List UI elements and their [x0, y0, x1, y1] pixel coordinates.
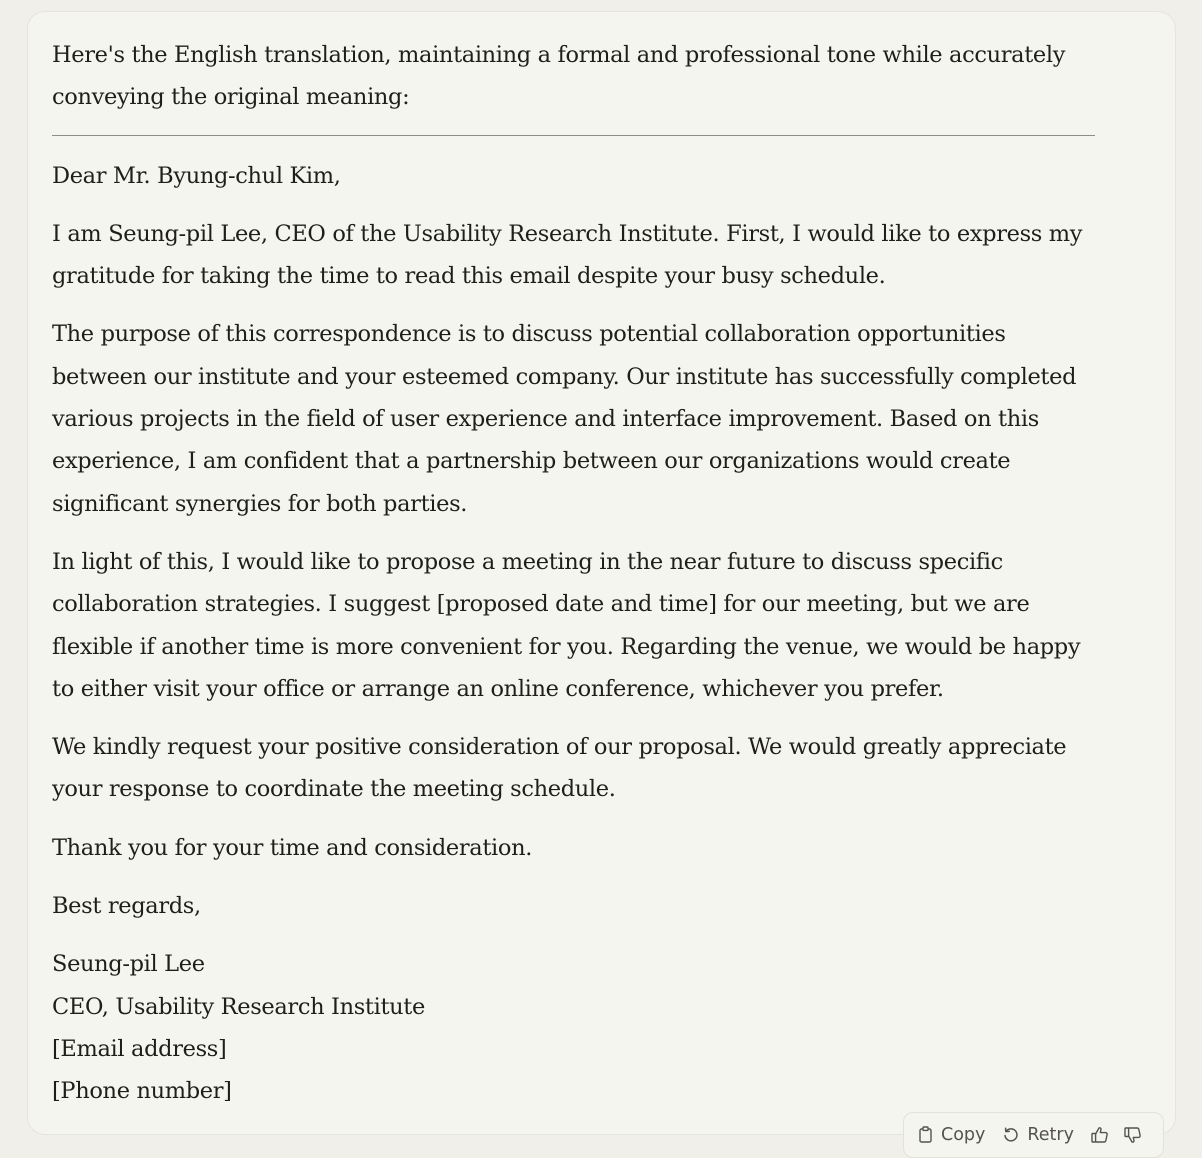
- divider: [52, 135, 1095, 136]
- paragraph-thanks: Thank you for your time and consideration.: [52, 834, 533, 861]
- thumbs-down-icon: [1123, 1125, 1143, 1145]
- closing: Best regards,: [52, 893, 201, 920]
- retry-button[interactable]: [1002, 1125, 1074, 1145]
- thumbs-up-button[interactable]: [1090, 1125, 1110, 1145]
- thumbs-down-button[interactable]: [1123, 1125, 1143, 1145]
- paragraph-intro: I am Seung-pil Lee, CEO of the Usability Research Institute. First, I would like to express my gratitude for taking the time to read this email despite your busy schedule.: [52, 220, 1083, 290]
- retry-label: Retry: [1027, 1125, 1074, 1145]
- clipboard-icon: [918, 1126, 934, 1144]
- signature-block: [52, 943, 1102, 1112]
- signature-name: Seung-pil Lee: [52, 951, 205, 978]
- signature-title: CEO, Usability Research Institute: [52, 993, 425, 1020]
- signature-phone: [Phone number]: [52, 1078, 232, 1105]
- paragraph-request: We kindly request your positive consideration of our proposal. We would greatly appreciate your response to coordinate the meeting schedule.: [52, 734, 1067, 803]
- paragraph-meeting: In light of this, I would like to propose a meeting in the near future to discuss specific collaboration strategies. I suggest [proposed date and time] for our meeting, but we are flexible if another time is more convenient for you. Regarding the venue, we would be happy to either visit your office or arrange an online conference, whichever you prefer.: [52, 548, 1081, 702]
- message-body: [52, 34, 1102, 1113]
- thumbs-up-icon: [1090, 1125, 1110, 1145]
- intro-text: Here's the English translation, maintaining a formal and professional tone while accurately conveying the original meaning:: [52, 42, 1066, 111]
- copy-button[interactable]: [918, 1125, 985, 1145]
- greeting: Dear Mr. Byung-chul Kim,: [52, 162, 341, 189]
- message-action-bar: [903, 1112, 1164, 1158]
- signature-email: [Email address]: [52, 1035, 227, 1062]
- copy-label: Copy: [941, 1125, 986, 1145]
- retry-icon: [1002, 1126, 1020, 1144]
- paragraph-purpose: The purpose of this correspondence is to discuss potential collaboration opportunities between our institute and your esteemed company. Our institute has successfully completed various projects in the field of user experience and interface improvement. Based on this experience, I am confident that a partnership between our organizations would create significant synergies for both parties.: [52, 321, 1077, 517]
- assistant-message-card: [27, 11, 1176, 1135]
